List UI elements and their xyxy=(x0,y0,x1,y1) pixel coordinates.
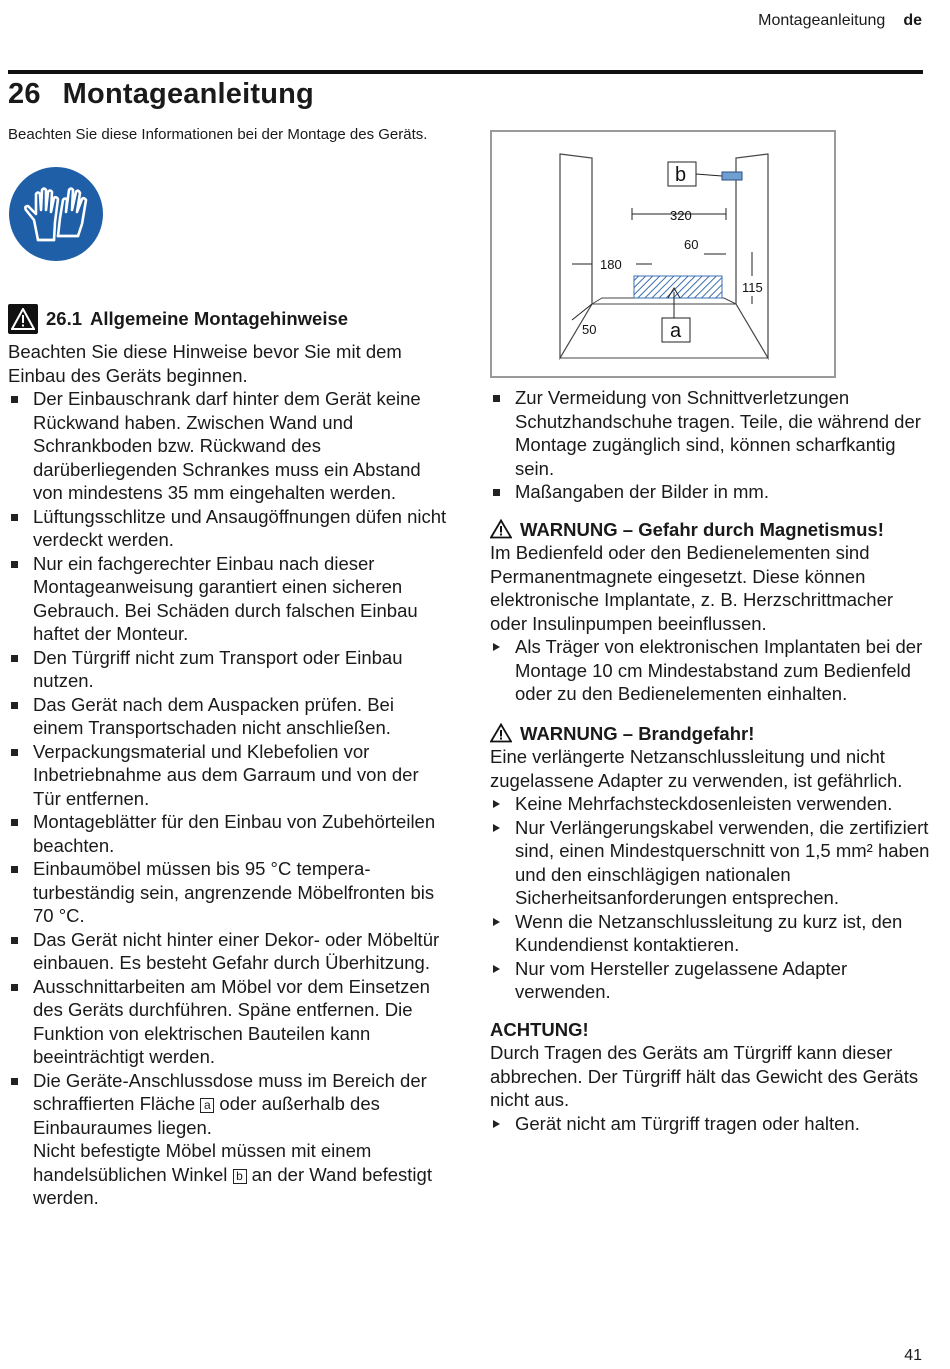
right-column xyxy=(490,130,930,1135)
label-a-box: a xyxy=(200,1098,214,1113)
left-column xyxy=(8,125,448,1210)
warning-title: WARNUNG – Brandgefahr! xyxy=(520,722,755,744)
chapter-title xyxy=(8,78,314,111)
list-item xyxy=(8,1069,448,1210)
header-language: de xyxy=(903,12,922,29)
safety-notes-list xyxy=(490,386,930,504)
header-title: Montageanleitung xyxy=(758,12,886,29)
dim-60: 60 xyxy=(684,237,699,252)
bracket-text-part2: an der Wand befestigt werden. xyxy=(33,1163,432,1208)
dim-180: 180 xyxy=(600,257,622,272)
figure-label-b: b xyxy=(675,164,687,186)
warning-heading xyxy=(490,722,930,746)
step-item: Nur Verlängerungskabel verwenden, die zertifiziert sind, einen Mindestquerschnitt von 1,5 mm² haben und den einschlägigen nationalen Sicherheitsanforderungen entsprechen. xyxy=(490,816,930,910)
list-item: Ausschnittarbeiten am Möbel vor dem Einsetzen des Geräts durchführen. Späne entfernen. Die Funktion von elektrischen Bauteilen kann beeinträchtigt werden. xyxy=(8,975,448,1069)
section-heading xyxy=(8,304,448,334)
list-item: Der Einbauschrank darf hinter dem Gerät keine Rückwand haben. Zwischen Wand und Schrankboden bzw. Rückwand des darüberliegenden Schrankes muss ein Abstand von mindestens 35 mm eingehalten werden. xyxy=(8,387,448,505)
list-item: Verpackungsmaterial und Klebefolien vor Inbetriebnahme aus dem Garraum und von der Tür entfernen. xyxy=(8,740,448,811)
warning-triangle-icon xyxy=(490,723,512,743)
installation-notes-list xyxy=(8,387,448,1210)
fire-warning xyxy=(490,722,930,1004)
running-header xyxy=(758,12,922,30)
protective-gloves-icon xyxy=(8,166,104,262)
warning-heading xyxy=(490,518,930,542)
notice-text: Durch Tragen des Geräts am Türgriff kann dieser abbrechen. Der Türgriff hält das Gewicht des Geräts nicht aus. xyxy=(490,1042,919,1110)
section-intro: Beachten Sie diese Hinweise bevor Sie mit dem Einbau des Geräts beginnen. xyxy=(8,341,402,386)
chapter-title-text: Montageanleitung xyxy=(62,78,314,110)
warning-text: Im Bedienfeld oder den Bedienelementen sind Permanentmagnete eingesetzt. Diese können elektronische Implantate, z. B. Herzschrittmacher oder Insulinpumpen beeinflussen. xyxy=(490,542,894,634)
label-b-box: b xyxy=(233,1169,247,1184)
section-title: Allgemeine Montagehinweise xyxy=(90,308,349,329)
list-item: Nur ein fachgerechter Einbau nach dieser Montageanweisung garantiert einen sicheren Gebrauch. Bei Schäden durch falschen Einbau haftet der Monteur. xyxy=(8,552,448,646)
header-rule xyxy=(8,70,923,74)
notice-achtung xyxy=(490,1018,930,1136)
cabinet-diagram xyxy=(492,132,834,376)
warning-text: Eine verlängerte Netzanschlussleitung und nicht zugelassene Adapter zu verwenden, ist gefährlich. xyxy=(490,746,903,791)
warning-triangle-icon xyxy=(490,519,512,539)
step-item: Als Träger von elektronischen Implantaten bei der Montage 10 cm Mindestabstand zum Bedienfeld oder zu den Bedienelementen einhalten. xyxy=(490,635,930,706)
bracket-text-part1: Nicht befestigte Möbel müssen mit einem handelsüblichen Winkel xyxy=(33,1140,372,1185)
installation-figure xyxy=(490,130,836,378)
notice-title: ACHTUNG! xyxy=(490,1018,589,1040)
step-item: Keine Mehrfachsteckdosenleisten verwenden. xyxy=(490,792,930,816)
warning-steps xyxy=(490,635,930,706)
step-item: Gerät nicht am Türgriff tragen oder halten. xyxy=(490,1112,930,1136)
magnetism-warning xyxy=(490,518,930,706)
socket-text-part1: Die Geräte-Anschlussdose muss im Bereich der schraffierten Fläche xyxy=(33,1069,427,1114)
warning-steps xyxy=(490,792,930,1004)
list-item: Maßangaben der Bilder in mm. xyxy=(490,480,930,504)
dim-320: 320 xyxy=(670,208,692,223)
intro-text: Beachten Sie diese Informationen bei der Montage des Geräts. xyxy=(8,126,428,143)
step-item: Wenn die Netzanschlussleitung zu kurz ist, den Kundendienst kontaktieren. xyxy=(490,910,930,957)
dim-115: 115 xyxy=(742,280,763,295)
list-item: Das Gerät nach dem Auspacken prüfen. Bei einem Transportschaden nicht anschließen. xyxy=(8,693,448,740)
warning-title: WARNUNG – Gefahr durch Magnetismus! xyxy=(520,518,884,540)
step-item: Nur vom Hersteller zugelassene Adapter verwenden. xyxy=(490,957,930,1004)
page-number: 41 xyxy=(904,1347,922,1364)
section-number: 26.1 xyxy=(46,308,83,329)
warning-triangle-icon xyxy=(8,304,38,334)
list-item: Lüftungsschlitze und Ansaugöffnungen düfen nicht verdeckt werden. xyxy=(8,505,448,552)
notice-steps xyxy=(490,1112,930,1136)
mounting-bracket xyxy=(722,172,742,180)
bracket-note xyxy=(33,1139,448,1210)
socket-text-part2: oder außerhalb des Einbauraumes liegen. xyxy=(33,1093,380,1138)
list-item: Montageblätter für den Einbau von Zubehörteilen beachten. xyxy=(8,810,448,857)
list-item: Das Gerät nicht hinter einer Dekor- oder Möbeltür einbauen. Es besteht Gefahr durch Überhitzung. xyxy=(8,928,448,975)
list-item: Einbaumöbel müssen bis 95 °C temperaturbeständig sein, angrenzende Möbelfronten bis 70 °C. xyxy=(8,857,448,928)
chapter-number: 26 xyxy=(8,78,41,110)
list-item: Zur Vermeidung von Schnittverletzungen Schutzhandschuhe tragen. Teile, die während der Montage zugänglich sind, können scharfkantig sein. xyxy=(490,386,930,480)
figure-label-a: a xyxy=(670,320,682,342)
dim-50: 50 xyxy=(582,322,597,337)
list-item: Den Türgriff nicht zum Transport oder Einbau nutzen. xyxy=(8,646,448,693)
